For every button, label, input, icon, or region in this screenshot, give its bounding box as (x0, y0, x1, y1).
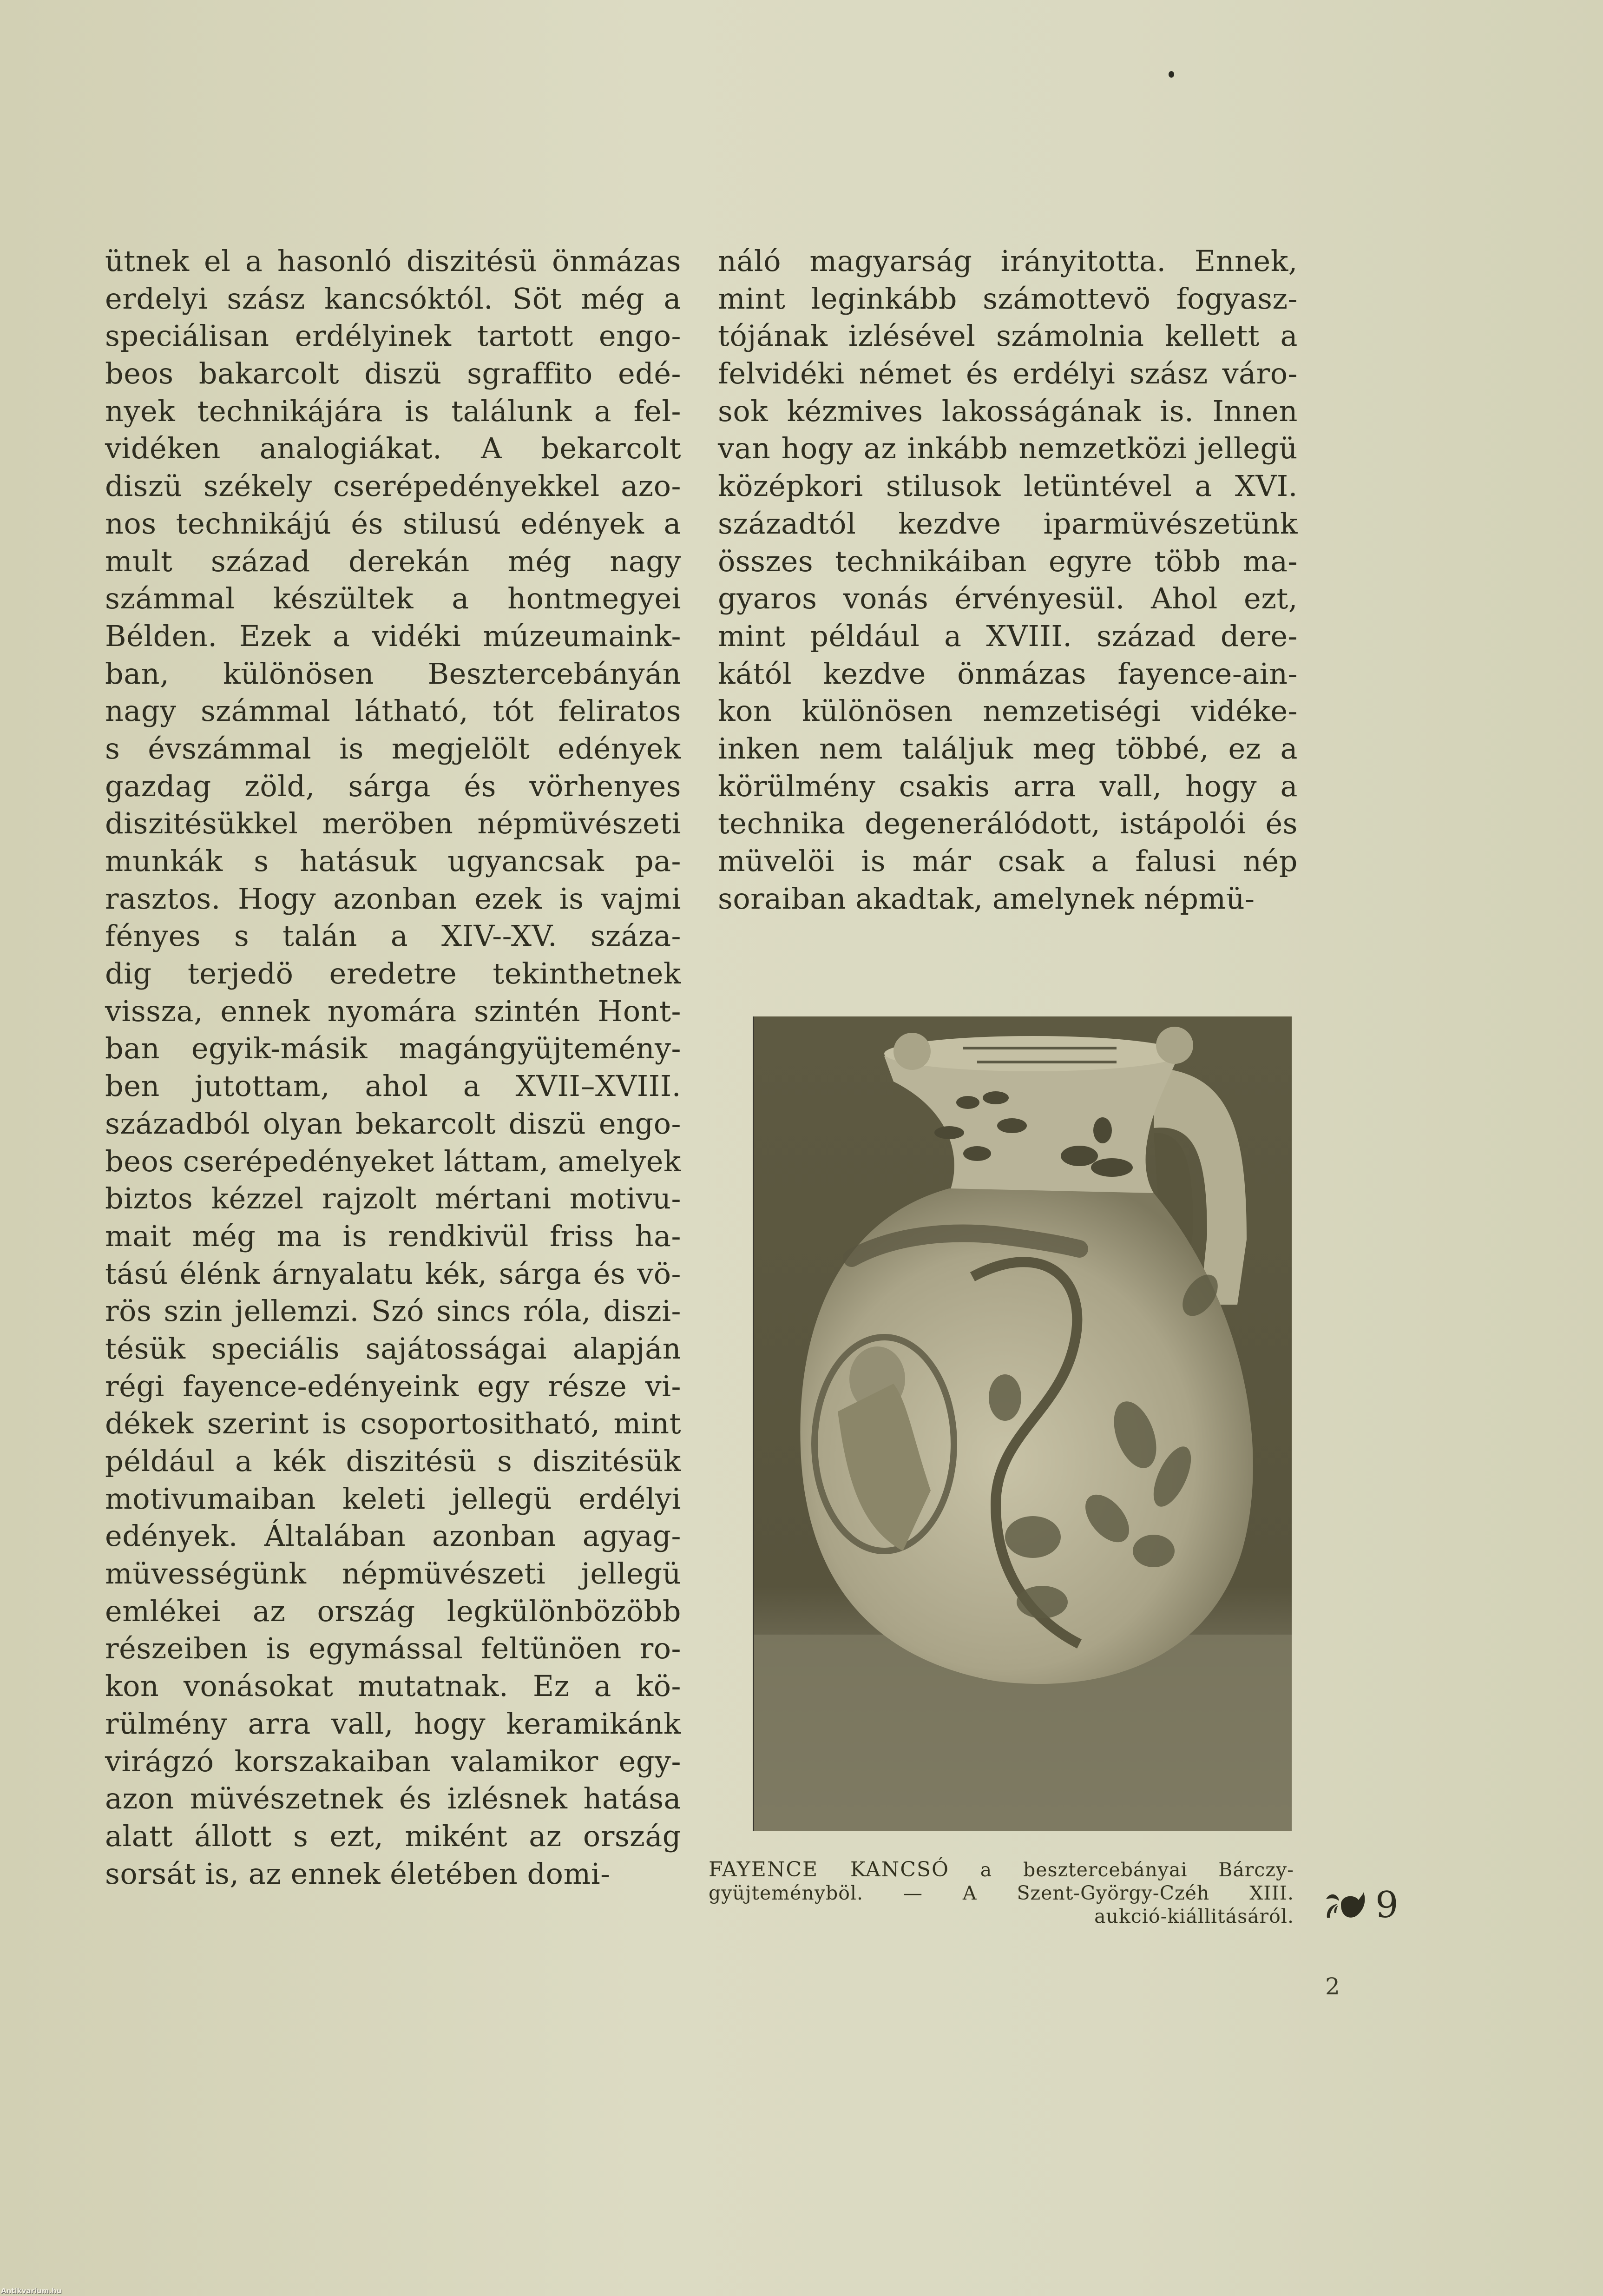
text-line: azon müvészetnek és izlésnek hatása (105, 1781, 681, 1816)
text-line: mint például a XVIII. század dere- (718, 619, 1298, 653)
text-line: erdelyi szász kancsóktól. Söt még a (105, 281, 681, 316)
text-line: összes technikáiban egyre több ma- (718, 544, 1298, 578)
text-line: tójának izlésével számolnia kellett a (718, 319, 1298, 353)
rim-knob-left (893, 1033, 931, 1070)
text-line: mint leginkább számottevö fogyasz- (718, 281, 1298, 316)
rim-knob-right (1156, 1027, 1193, 1064)
text-line: biztos kézzel rajzolt mértani motivu- (105, 1181, 681, 1216)
text-line: fényes s talán a XIV--XV. száza- (105, 919, 681, 953)
text-line: vissza, ennek nyomára szintén Hont- (105, 994, 681, 1028)
folio (1324, 1884, 1399, 1926)
text-line: gyaros vonás érvényesül. Ahol ezt, (718, 581, 1298, 616)
jug-illustration (754, 1016, 1292, 1831)
text-line: például a kék diszitésü s diszitésük (105, 1444, 681, 1478)
caption-line-1-rest: a besztercebányai Bárczy- (949, 1859, 1294, 1881)
text-line: ban, különösen Besztercebányán (105, 656, 681, 691)
text-line: virágzó korszakaiban valamikor egy- (105, 1744, 681, 1778)
text-line: számmal készültek a hontmegyei (105, 581, 681, 616)
text-line: Bélden. Ezek a vidéki múzeumaink- (105, 619, 681, 653)
text-line: diszitésükkel meröben népmüvészeti (105, 806, 681, 841)
text-line: sok kézmives lakosságának is. Innen (718, 394, 1298, 428)
text-line: technika degenerálódott, istápolói és (718, 806, 1298, 841)
text-line: rasztos. Hogy azonban ezek is vajmi (105, 881, 681, 916)
text-line: századból olyan bekarcolt diszü engo- (105, 1106, 681, 1141)
leaf-fleuron-icon (1324, 1891, 1366, 1920)
jug-photograph (753, 1016, 1292, 1831)
text-line: mult század derekán még nagy (105, 544, 681, 578)
text-line: speciálisan erdélyinek tartott engo- (105, 319, 681, 353)
text-line: müvességünk népmüvészeti jellegü (105, 1557, 681, 1591)
text-line: körülmény csakis arra vall, hogy a (718, 769, 1298, 803)
text-line: kon vonásokat mutatnak. Ez a kö- (105, 1669, 681, 1703)
text-line: mait még ma is rendkivül friss ha- (105, 1219, 681, 1253)
text-line: ben jutottam, ahol a XVII–XVIII. (105, 1069, 681, 1103)
text-line: kon különösen nemzetiségi vidéke- (718, 694, 1298, 728)
text-line: századtól kezdve iparmüvészetünk (718, 506, 1298, 541)
text-line: tésük speciális sajátosságai alapján (105, 1331, 681, 1366)
text-line: nagy számmal látható, tót feliratos (105, 694, 681, 728)
text-line: beos bakarcolt diszü sgraffito edé- (105, 356, 681, 391)
page-number: 9 (1375, 1884, 1399, 1926)
text-line: soraiban akadtak, amelynek népmü- (718, 881, 1255, 916)
text-line: rülmény arra vall, hogy keramikánk (105, 1706, 681, 1741)
text-line: nos technikájú és stilusú edények a (105, 506, 681, 541)
text-line: müvelöi is már csak a falusi nép (718, 844, 1298, 878)
text-line: edények. Általában azonban agyag- (105, 1519, 681, 1553)
caption-title: FAYENCE KANCSÓ (709, 1858, 950, 1881)
sheet-signature-number: 2 (1325, 1973, 1340, 2000)
text-line: régi fayence-edényeink egy része vi- (105, 1369, 681, 1403)
caption-line-3: aukció-kiállitásáról. (1094, 1905, 1294, 1927)
text-line: s évszámmal is megjelölt edények (105, 731, 681, 765)
text-line: van hogy az inkább nemzetközi jellegü (718, 431, 1298, 466)
text-line: gazdag zöld, sárga és vörhenyes (105, 769, 681, 803)
text-line: munkák s hatásuk ugyancsak pa- (105, 844, 681, 878)
text-line: ütnek el a hasonló diszitésü önmázas (105, 244, 681, 278)
text-line: részeiben is egymással feltünöen ro- (105, 1631, 681, 1666)
figure-caption (709, 1858, 1294, 1928)
left-text-column (105, 243, 681, 1893)
text-line: alatt állott s ezt, miként az ország (105, 1819, 681, 1853)
text-line: beos cserépedényeket láttam, amelyek (105, 1144, 681, 1178)
text-line: ban egyik-másik magángyüjtemény- (105, 1031, 681, 1066)
text-line: náló magyarság irányitotta. Ennek, (718, 244, 1298, 278)
right-text-column (718, 243, 1298, 917)
text-line: sorsát is, az ennek életében domi- (105, 1856, 611, 1891)
text-line: rös szin jellemzi. Szó sincs róla, diszi- (105, 1294, 681, 1328)
text-line: nyek technikájára is találunk a fel- (105, 394, 681, 428)
text-line: motivumaiban keleti jellegü erdélyi (105, 1481, 681, 1516)
text-line: dékek szerint is csoportositható, mint (105, 1406, 681, 1441)
caption-line-1 (709, 1858, 1294, 1881)
source-watermark: Antikvarium.hu (1, 2287, 62, 2295)
text-line: inken nem találjuk meg többé, ez a (718, 731, 1298, 765)
text-line: tású élénk árnyalatu kék, sárga és vö- (105, 1256, 681, 1291)
text-line: felvidéki német és erdélyi szász váro- (718, 356, 1298, 391)
text-line: középkori stilusok letüntével a XVI. (718, 469, 1298, 503)
text-line: dig terjedö eredetre tekinthetnek (105, 957, 681, 991)
paper-speck (1169, 71, 1174, 78)
text-line: kától kezdve önmázas fayence-ain- (718, 656, 1298, 691)
caption-line-2: gyüjteményböl. — A Szent-György-Czéh XIII. (709, 1882, 1294, 1904)
text-line: vidéken analogiákat. A bekarcolt (105, 431, 681, 466)
text-line: diszü székely cserépedényekkel azo- (105, 469, 681, 503)
text-line: emlékei az ország legkülönbözöbb (105, 1594, 681, 1628)
